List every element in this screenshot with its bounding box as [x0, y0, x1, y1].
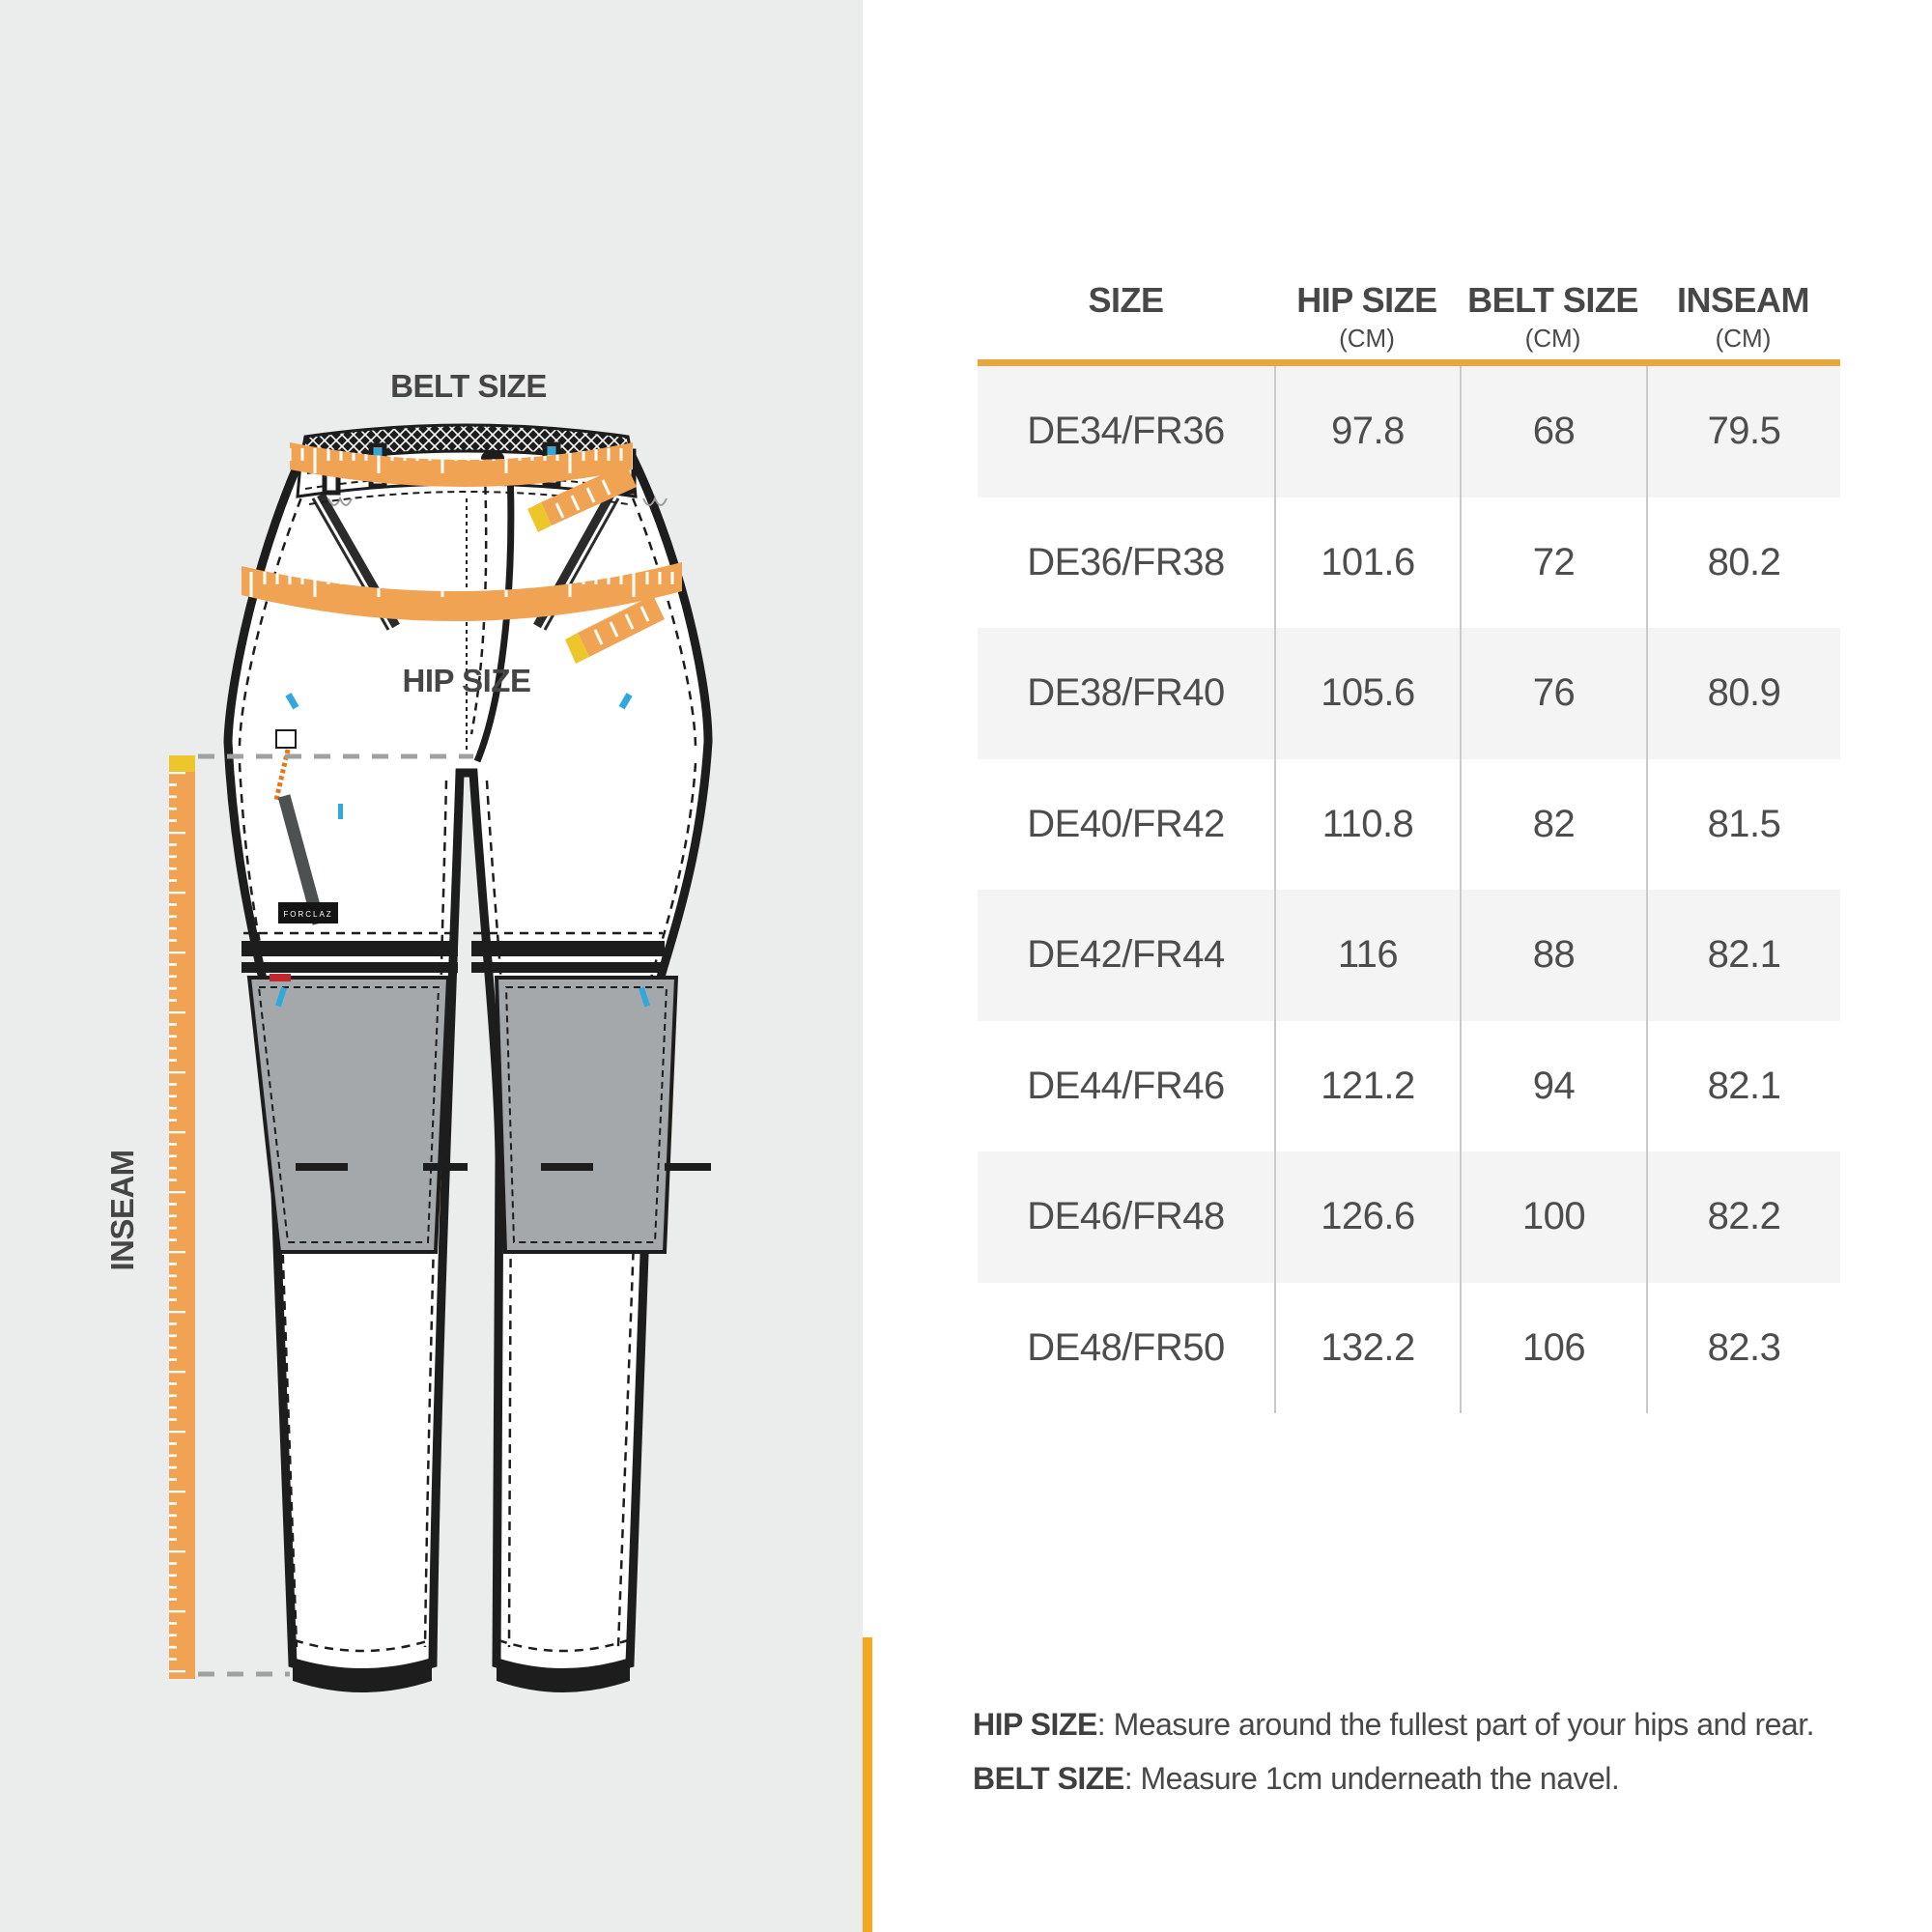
belt-size-note: BELT SIZE: Measure 1cm underneath the navel. [973, 1761, 1620, 1796]
hip-size-diagram-label: HIP SIZE [402, 663, 531, 698]
header-size: SIZE [1088, 280, 1164, 320]
belt-size-diagram-label: BELT SIZE [390, 368, 547, 404]
brand-patch-label: FORCLAZ [283, 910, 333, 919]
header-belt-size: BELT SIZE (CM) [1467, 280, 1638, 353]
blue-fly-mark [338, 804, 343, 819]
red-zip-detail [270, 974, 291, 981]
table-row: DE48/FR50 132.2 106 82.3 [978, 1283, 1840, 1414]
header-hip-size: HIP SIZE (CM) [1296, 280, 1437, 353]
table-row: DE46/FR48 126.6 100 82.2 [978, 1151, 1840, 1283]
table-row: DE38/FR40 105.6 76 80.9 [978, 628, 1840, 759]
hip-size-note: HIP SIZE: Measure around the fullest part of your hips and rear. [973, 1707, 1814, 1742]
notes-accent-bar [863, 1637, 872, 1932]
table-row: DE40/FR42 110.8 82 81.5 [978, 759, 1840, 891]
knee-panels [249, 974, 711, 1252]
brand-patch [278, 902, 338, 923]
size-table-header [978, 242, 1840, 366]
table-row: DE42/FR44 116 88 82.1 [978, 890, 1840, 1021]
size-table-body [978, 366, 1840, 1413]
table-row: DE34/FR36 97.8 68 79.5 [978, 366, 1840, 497]
header-inseam: INSEAM (CM) [1676, 280, 1809, 353]
measurement-notes [973, 1697, 1881, 1805]
table-row: DE36/FR38 101.6 72 80.2 [978, 497, 1840, 629]
inseam-ruler [169, 755, 195, 1679]
ruler-cap [169, 755, 195, 772]
table-row: DE44/FR46 121.2 94 82.1 [978, 1021, 1840, 1152]
inseam-diagram-label: INSEAM [104, 1150, 140, 1271]
pants-measurement-diagram [0, 0, 863, 1932]
